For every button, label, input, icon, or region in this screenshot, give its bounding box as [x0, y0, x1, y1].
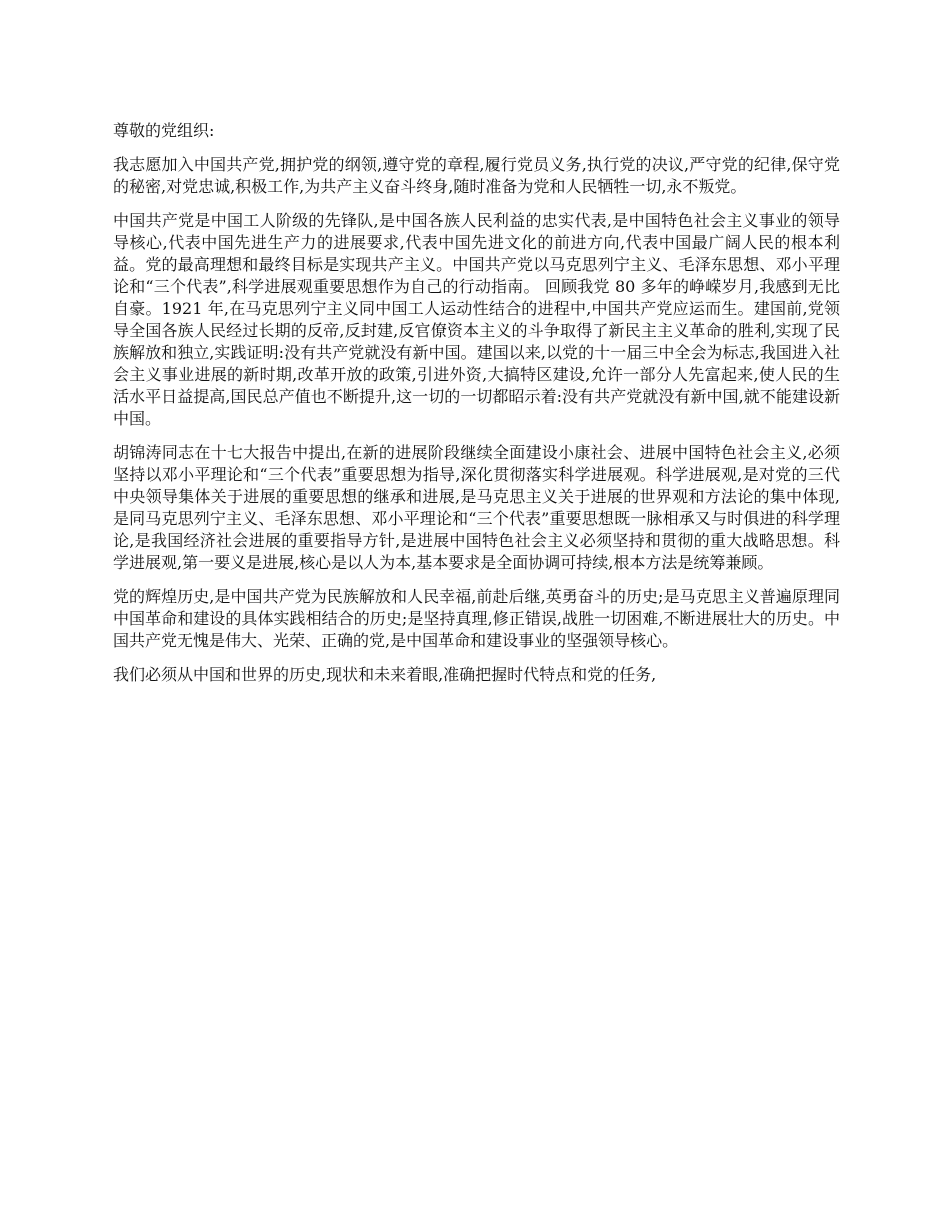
paragraph-party-nature: 中国共产党是中国工人阶级的先锋队,是中国各族人民利益的忠实代表,是中国特色社会主义事业的领导导核心,代表中国先进生产力的进展要求,代表中国先进文化的前进方向,代表中国最广阔人民的根本利益。党的最高理想和最终目标是实现共产主义。中国共产党以马克思列宁主义、毛泽东思想、邓小平理论和“三个代表”,科学进展观重要思想作为自己的行动指南。 回顾我党 80 多年的峥嵘岁月,我感到无比自豪。1921 年,在马克思列宁主义同中国工人运动性结合的进程中,中国共产党应运而生。建国前,党领导全国各族人民经过长期的反帝,反封建,反官僚资本主义的斗争取得了新民主主义革命的胜利,实现了民族解放和独立,实践证明:没有共产党就没有新中国。建国以来,以党的十一届三中全会为标志,我国进入社会主义事业进展的新时期,改革开放的政策,引进外资,大搞特区建设,允许一部分人先富起来,使人民的生活水平日益提高,国民总产值也不断提升,这一切的一切都昭示着:没有共产党就没有新中国,就不能建设新中国。 — [113, 211, 840, 428]
paragraph-party-history: 党的辉煌历史,是中国共产党为民族解放和人民幸福,前赴后继,英勇奋斗的历史;是马克思主义普遍原理同中国革命和建设的具体实践相结合的历史;是坚持真理,修正错误,战胜一切困难,不断进展壮大的历史。中国共产党无愧是伟大、光荣、正确的党,是中国革命和建设事业的坚强领导核心。 — [113, 587, 840, 650]
paragraph-closing-fragment: 我们必须从中国和世界的历史,现状和未来着眼,准确把握时代特点和党的任务, — [113, 665, 657, 684]
letter-body — [113, 120, 840, 698]
paragraph-scientific-development: 胡锦涛同志在十七大报告中提出,在新的进展阶段继续全面建设小康社会、进展中国特色社会主义,必须坚持以邓小平理论和“三个代表”重要思想为指导,深化贯彻落实科学进展观。科学进展观,是对党的三代中央领导集体关于进展的重要思想的继承和进展,是马克思主义关于进展的世界观和方法论的集中体现,是同马克思列宁主义、毛泽东思想、邓小平理论和“三个代表”重要思想既一脉相承又与时俱进的科学理论,是我国经济社会进展的重要指导方针,是进展中国特色社会主义必须坚持和贯彻的重大战略思想。科学进展观,第一要义是进展,核心是以人为本,基本要求是全面协调可持续,根本方法是统筹兼顾。 — [113, 443, 840, 572]
paragraph-pledge: 我志愿加入中国共产党,拥护党的纲领,遵守党的章程,履行党员义务,执行党的决议,严守党的纪律,保守党的秘密,对党忠诚,积极工作,为共产主义奋斗终身,随时准备为党和人民牺牲一切,永不叛党。 — [113, 155, 840, 196]
salutation: 尊敬的党组织: — [113, 121, 215, 140]
